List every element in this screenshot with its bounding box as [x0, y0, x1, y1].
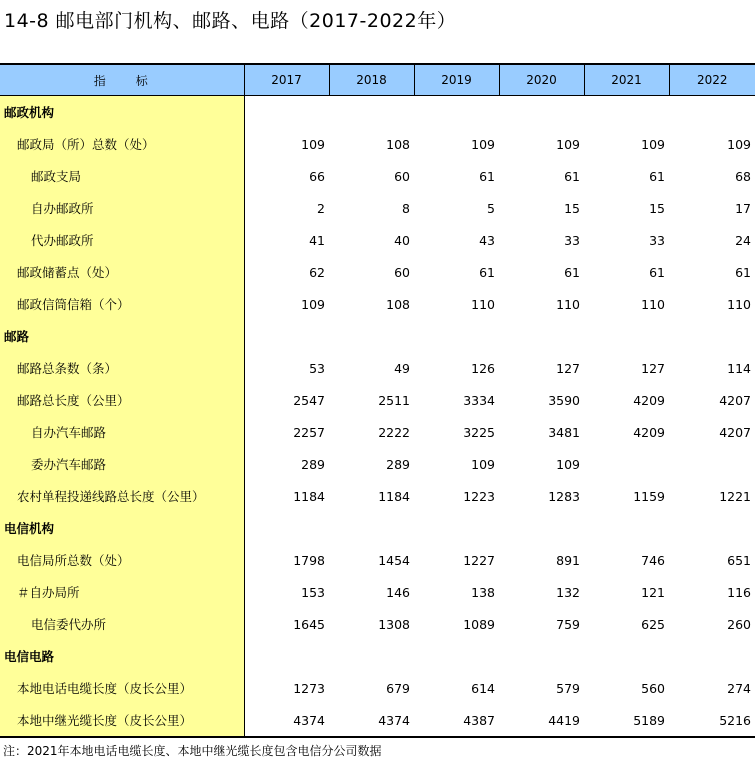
cell-value: [244, 96, 329, 129]
cell-value: 651: [727, 552, 751, 568]
cell-value: [414, 512, 499, 544]
row-label: 邮路总长度（公里）: [0, 384, 244, 416]
header-row: [0, 64, 755, 96]
cell-value: 891: [556, 552, 580, 568]
cell-value: [414, 96, 499, 129]
cell-value: 43: [479, 232, 495, 248]
table-row: [0, 256, 755, 288]
statistics-table: [0, 63, 755, 738]
table-row: [0, 352, 755, 384]
table-row: [0, 160, 755, 192]
cell-value: [669, 640, 755, 672]
cell-value: 8: [402, 200, 410, 216]
cell-value: 15: [564, 200, 580, 216]
section-label: 电信机构: [0, 512, 244, 544]
cell-value: 110: [556, 296, 580, 312]
year-header: 2019: [414, 64, 499, 96]
row-label: 农村单程投递线路总长度（公里）: [0, 480, 244, 512]
cell-value: 110: [471, 296, 495, 312]
year-header: 2018: [329, 64, 414, 96]
cell-value: 260: [727, 616, 751, 632]
cell-value: 4209: [633, 392, 665, 408]
section-label: 邮路: [0, 320, 244, 352]
cell-value: 61: [649, 168, 665, 184]
cell-value: [584, 96, 669, 129]
cell-value: 126: [471, 360, 495, 376]
cell-value: [329, 512, 414, 544]
cell-value: 3590: [548, 392, 580, 408]
cell-value: 108: [386, 296, 410, 312]
table-row: [0, 288, 755, 320]
cell-value: 61: [564, 168, 580, 184]
cell-value: 3225: [463, 424, 495, 440]
cell-value: 1798: [293, 552, 325, 568]
cell-value: 1283: [548, 488, 580, 504]
year-header: 2021: [584, 64, 669, 96]
cell-value: 109: [471, 456, 495, 472]
cell-value: 110: [641, 296, 665, 312]
cell-value: 4374: [329, 704, 414, 737]
cell-value: 109: [556, 456, 580, 472]
section-row: [0, 512, 755, 544]
cell-value: 108: [386, 136, 410, 152]
table-row: [0, 224, 755, 256]
cell-value: 110: [727, 296, 751, 312]
cell-value: 61: [735, 264, 751, 280]
row-label: 邮路总条数（条）: [0, 352, 244, 384]
cell-value: 4209: [633, 424, 665, 440]
cell-value: 679: [386, 680, 410, 696]
cell-value: 33: [649, 232, 665, 248]
cell-value: [414, 320, 499, 352]
row-label: 自办邮政所: [0, 192, 244, 224]
row-label: 电信委代办所: [0, 608, 244, 640]
section-label: 邮政机构: [0, 96, 244, 129]
section-row: [0, 96, 755, 129]
row-label: 邮政支局: [0, 160, 244, 192]
section-label: 电信电路: [0, 640, 244, 672]
cell-value: 33: [564, 232, 580, 248]
cell-value: 41: [309, 232, 325, 248]
row-label: 代办邮政所: [0, 224, 244, 256]
cell-value: 1223: [463, 488, 495, 504]
cell-value: 1221: [719, 488, 751, 504]
cell-value: 3481: [548, 424, 580, 440]
cell-value: [244, 640, 329, 672]
cell-value: 1184: [378, 488, 410, 504]
table-row: [0, 384, 755, 416]
row-label: 本地电话电缆长度（皮长公里）: [0, 672, 244, 704]
cell-value: 116: [727, 584, 751, 600]
cell-value: 68: [735, 168, 751, 184]
cell-value: 61: [479, 168, 495, 184]
cell-value: 109: [556, 136, 580, 152]
cell-value: 24: [735, 232, 751, 248]
cell-value: 1184: [293, 488, 325, 504]
table-row: [0, 448, 755, 480]
cell-value: 60: [394, 264, 410, 280]
table-row: [0, 480, 755, 512]
cell-value: 289: [386, 456, 410, 472]
cell-value: [584, 448, 669, 480]
cell-value: 614: [471, 680, 495, 696]
cell-value: 4207: [719, 392, 751, 408]
cell-value: 127: [641, 360, 665, 376]
cell-value: [584, 512, 669, 544]
cell-value: [669, 512, 755, 544]
cell-value: 1227: [463, 552, 495, 568]
cell-value: 579: [556, 680, 580, 696]
table-row: [0, 192, 755, 224]
page-title: 14-8 邮电部门机构、邮路、电路（2017-2022年）: [4, 10, 457, 32]
row-label: 委办汽车邮路: [0, 448, 244, 480]
cell-value: 2257: [293, 424, 325, 440]
cell-value: 1308: [378, 616, 410, 632]
table-row: [0, 544, 755, 576]
cell-value: [499, 320, 584, 352]
cell-value: [329, 640, 414, 672]
cell-value: 109: [301, 296, 325, 312]
cell-value: 127: [556, 360, 580, 376]
cell-value: 5189: [584, 704, 669, 737]
section-row: [0, 640, 755, 672]
footnote: 注：2021年本地电话电缆长度、本地中继光缆长度包含电信分公司数据: [3, 744, 382, 758]
cell-value: 146: [386, 584, 410, 600]
cell-value: 153: [301, 584, 325, 600]
table-row: [0, 128, 755, 160]
row-label: 邮政储蓄点（处）: [0, 256, 244, 288]
cell-value: 289: [301, 456, 325, 472]
cell-value: 5: [487, 200, 495, 216]
cell-value: 109: [727, 136, 751, 152]
cell-value: 2511: [378, 392, 410, 408]
row-label: 电信局所总数（处）: [0, 544, 244, 576]
cell-value: 2: [317, 200, 325, 216]
row-label: 邮政局（所）总数（处）: [0, 128, 244, 160]
cell-value: [329, 96, 414, 129]
year-header: 2017: [244, 64, 329, 96]
cell-value: 3334: [463, 392, 495, 408]
cell-value: [669, 320, 755, 352]
cell-value: 60: [394, 168, 410, 184]
cell-value: [669, 96, 755, 129]
cell-value: 109: [301, 136, 325, 152]
cell-value: 4419: [499, 704, 584, 737]
cell-value: 2547: [293, 392, 325, 408]
cell-value: 61: [479, 264, 495, 280]
cell-value: 15: [649, 200, 665, 216]
cell-value: [414, 640, 499, 672]
row-label: 邮政信筒信箱（个）: [0, 288, 244, 320]
cell-value: 4207: [719, 424, 751, 440]
row-label: 自办汽车邮路: [0, 416, 244, 448]
cell-value: [499, 96, 584, 129]
row-label: 本地中继光缆长度（皮长公里）: [0, 704, 244, 737]
cell-value: 40: [394, 232, 410, 248]
section-row: [0, 320, 755, 352]
cell-value: [244, 320, 329, 352]
cell-value: 17: [735, 200, 751, 216]
cell-value: 66: [309, 168, 325, 184]
cell-value: [499, 640, 584, 672]
cell-value: 625: [641, 616, 665, 632]
cell-value: 2222: [378, 424, 410, 440]
cell-value: 274: [727, 680, 751, 696]
row-label: ＃自办局所: [0, 576, 244, 608]
cell-value: 121: [641, 584, 665, 600]
cell-value: 53: [309, 360, 325, 376]
cell-value: 5216: [669, 704, 755, 737]
cell-value: 4387: [414, 704, 499, 737]
table-row: [0, 576, 755, 608]
cell-value: 61: [564, 264, 580, 280]
cell-value: [584, 320, 669, 352]
cell-value: [499, 512, 584, 544]
cell-value: 109: [471, 136, 495, 152]
cell-value: 61: [649, 264, 665, 280]
cell-value: 1159: [633, 488, 665, 504]
cell-value: 560: [641, 680, 665, 696]
cell-value: 746: [641, 552, 665, 568]
year-header: 2022: [669, 64, 755, 96]
cell-value: 759: [556, 616, 580, 632]
table-row: [0, 416, 755, 448]
cell-value: [244, 512, 329, 544]
cell-value: 114: [727, 360, 751, 376]
table-row: [0, 704, 755, 737]
cell-value: 1273: [293, 680, 325, 696]
cell-value: 138: [471, 584, 495, 600]
cell-value: 62: [309, 264, 325, 280]
table-row: [0, 608, 755, 640]
year-header: 2020: [499, 64, 584, 96]
cell-value: 109: [641, 136, 665, 152]
cell-value: 4374: [244, 704, 329, 737]
cell-value: 1645: [293, 616, 325, 632]
cell-value: [669, 448, 755, 480]
cell-value: [329, 320, 414, 352]
indicator-header: 指 标: [0, 64, 244, 96]
cell-value: 1089: [463, 616, 495, 632]
cell-value: 132: [556, 584, 580, 600]
table-row: [0, 672, 755, 704]
cell-value: 49: [394, 360, 410, 376]
cell-value: [584, 640, 669, 672]
cell-value: 1454: [378, 552, 410, 568]
